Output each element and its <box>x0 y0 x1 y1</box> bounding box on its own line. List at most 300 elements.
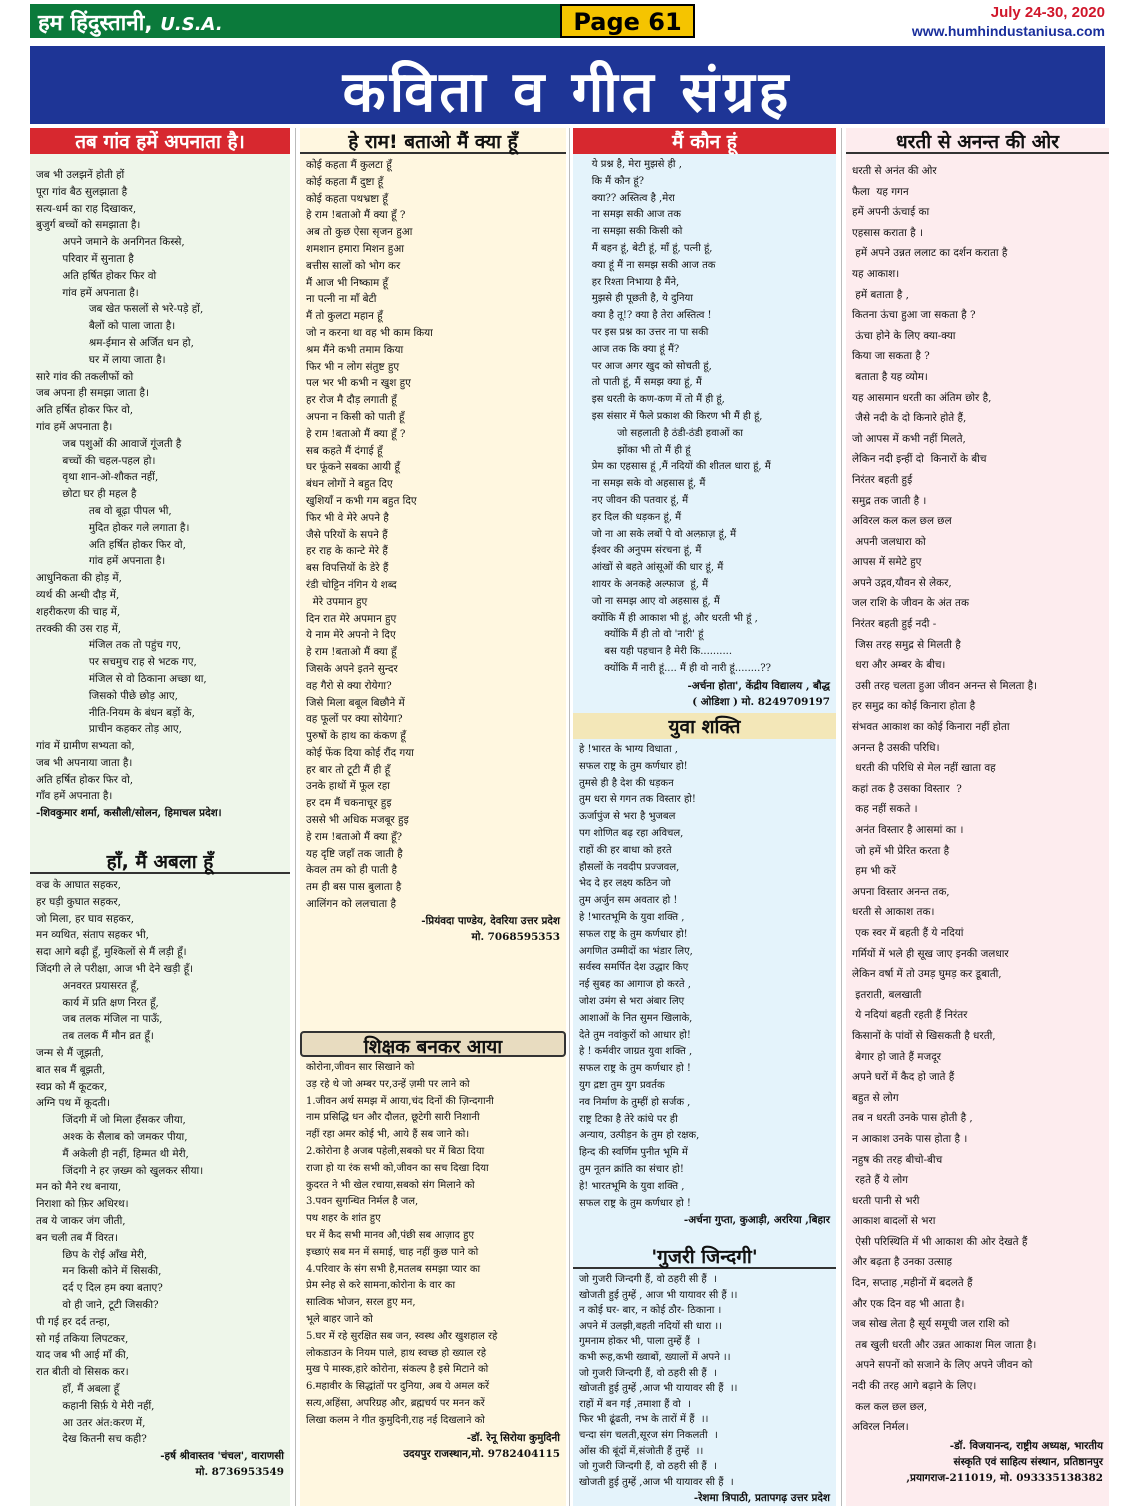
poem-title: तब गांव हमें अपनाता है। <box>30 128 290 154</box>
column-divider <box>841 128 842 1506</box>
poem-line: तब खुली धरती और उन्नत आकाश मिल जाता है। <box>852 1338 1037 1351</box>
poem-line: क्योंकि मैं ही तो वो 'नारी' हूं <box>579 629 704 641</box>
poem-line: 5.घर में रहे सुरक्षित सब जन, स्वस्थ और खुशहाल रहे <box>306 1330 498 1342</box>
poem-line: जो ना समझ आए वो अहसास हूं, मैं <box>579 595 720 607</box>
poem-line: तरक्की की उस राह में, <box>36 622 122 635</box>
poem-line: जो गुजरी जिन्दगी हैं, वो ठहरी सी हैं । <box>579 1461 717 1473</box>
poem-line: लिखा कलम ने गीत कुमुदिनी,राह नई दिखलाने को <box>306 1414 485 1426</box>
page-number-badge <box>560 4 695 38</box>
poem-line: इच्छाएं सब मन में समाई, चाह नहीं कुछ पाने को <box>306 1246 479 1258</box>
poem-line: जो मिला, हर घाव सहकर, <box>36 912 135 925</box>
poem-line: जल राशि के जीवन के अंत तक <box>852 597 969 610</box>
poem-line: मैं तो कुलटा महान हूँ <box>306 310 383 323</box>
poem-line: तब न धरती उनके पास होती है , <box>852 1112 973 1125</box>
poem-line: सर्वस्व समर्पित देश उद्धार किए <box>579 962 689 974</box>
poem-line: आंखों से बहते आंसूओं की धार हूं, मैं <box>579 562 724 574</box>
poem-title: धरती से अनन्त की ओर <box>846 128 1109 154</box>
poem-line: बन चली तब मैं विरत। <box>36 1231 118 1244</box>
poem-gujri-zindagi <box>573 1243 836 1506</box>
poem-line: प्रेम का एहसास हूं ,मैं नदियों की शीतल धारा हूं, मैं <box>579 461 771 473</box>
poem-line: सफल राष्ट्र के तुम कर्णधार हो! <box>579 928 688 940</box>
poem-line: ऊंचा होने के लिए क्या-क्या <box>852 329 956 342</box>
poem-line: निरंतर बहती हुई <box>852 473 913 486</box>
poem-line: राहों में बन गई ,तमाशा हैं वो । <box>579 1398 691 1410</box>
poem-line: जो गुजरी जिन्दगी हैं, वो ठहरी सी हैं । <box>579 1367 717 1379</box>
poem-line: जैसे नदी के दो किनारे होते हैं, <box>852 412 967 425</box>
poem-line: ना पत्नी ना माँ बेटी <box>306 293 377 306</box>
poem-line: किसानों के पांवों से खिसकती है धरती, <box>852 1029 996 1042</box>
poem-line: गांव हमें अपनाता है। <box>36 555 166 568</box>
poem-line: नव निर्माण के तुम्हीं हो सर्जक , <box>579 1096 691 1108</box>
poem-line: मन किसी कोने में सिसकी, <box>36 1265 162 1278</box>
column-1 <box>30 128 290 1506</box>
poem-line: घर में कैद सभी मानव औ,पंछी सब आज़ाद हुए <box>306 1229 474 1241</box>
poem-line: हमें अपने उन्नत ललाट का दर्शन कराता है <box>852 247 1008 260</box>
poem-line: इतराती, बलखाती <box>852 988 922 1001</box>
poem-line: ना समझा सकी किसी को <box>579 226 683 238</box>
poem-line: भेद दे हर लक्ष्य कठिन जो <box>579 878 671 890</box>
poem-line: जब भी अपनाया जाता है। <box>36 756 133 769</box>
poem-line: खुशियाँ न कभी गम बहुत दिए <box>306 494 417 507</box>
poem-tab-gaon <box>30 128 290 848</box>
poem-line: जो हमें भी प्रेरित करता है <box>852 844 950 857</box>
poem-line: आलिंगन को ललचाता है <box>306 898 397 911</box>
poem-line: गांव हमें अपनाता है। <box>36 420 113 433</box>
poem-line: हे राम !बताओ मैं क्या हूँ ? <box>306 427 406 440</box>
poem-line: श्रम-ईमान से अर्जित धन हो, <box>36 336 194 349</box>
poem-body <box>573 154 836 678</box>
poem-line: निरंतर बहती हुई नदी - <box>852 618 937 631</box>
poem-line: अति हर्षित होकर फिर वो <box>36 269 157 282</box>
poem-title: युवा शक्ति <box>573 713 836 739</box>
poem-line: अनवरत प्रयासरत हूँ, <box>36 979 140 992</box>
poem-line: प्राचीन कहकर तोड़ आए, <box>36 723 182 736</box>
poem-author: -डॉ. विजयानन्द, राष्ट्रीय अध्यक्ष, भारतीय संस्कृति एवं साहित्य संस्थान, प्रतिष्ठानपुर ,प्रयागराज-211019, मो. 093335138382 <box>906 1439 1103 1484</box>
poem-line: हमें बताता है , <box>852 288 909 301</box>
poem-body <box>300 1057 566 1430</box>
poem-line: मंजिल तक तो पहुंच गए, <box>36 639 182 652</box>
poem-line: न कोई घर- बार, न कोई ठौर- ठिकाना । <box>579 1305 722 1317</box>
poem-line: अति हर्षित होकर फिर वो, <box>36 773 134 786</box>
poem-line: कहानी सिर्फ़ ये मेरी नहीं, <box>36 1399 155 1412</box>
poem-line: हर घड़ी कुघात सहकर, <box>36 895 121 908</box>
issue-date: July 24-30, 2020 <box>990 4 1105 21</box>
poem-line: बत्तीस सालों को भोग कर <box>306 259 401 272</box>
poem-line: बुजुर्ग बच्चों को समझाता है। <box>36 219 141 232</box>
poem-body <box>573 1269 836 1490</box>
poem-line: स्वप्न को मैं कूटकर, <box>36 1080 108 1093</box>
poem-line: जो ना आ सके लबों पे वो अल्फ़ाज़ हूं, मैं <box>579 528 737 540</box>
poem-line: खोजती हुई तुम्हें ,आज भी यायावर सी हैं । <box>579 1476 734 1488</box>
poem-line: मुख पे मास्क,हारे कोरोना, संकल्प है इसे मिटाने को <box>306 1364 489 1376</box>
poem-line: आज तक कि क्या हूं मैं? <box>579 343 680 355</box>
poem-line: शमशान हमारा मिशन हुआ <box>306 242 404 255</box>
poem-line: जोश उमंग से भरा अंबार लिए <box>579 995 685 1007</box>
poem-main-kaun-hoon <box>573 128 836 713</box>
poem-line: झोंका भी तो मैं ही हूं <box>579 444 691 456</box>
poem-line: तब ये जाकर जंग जीती, <box>36 1214 126 1227</box>
poem-title: हे राम! बताओ मैं क्या हूँ <box>300 128 566 154</box>
poem-line: जो आपस में कभी नहीं मिलते, <box>852 432 966 445</box>
poem-line: कितना ऊंचा हुआ जा सकता है ? <box>852 309 976 322</box>
poem-title: 'गुजरी जिन्दगी' <box>573 1243 836 1269</box>
poem-line: यह दृष्टि जहाँ तक जाती है <box>306 847 403 860</box>
poem-haan-main-abla <box>30 848 290 1506</box>
poem-line: लेकिन वर्षा में तो उमड़ घुमड़ कर डूबाती, <box>852 968 1002 981</box>
website-link[interactable]: www.humhindustaniusa.com <box>911 23 1105 39</box>
poem-line: कभी रूह,कभी ख्वाबों, ख्यालों में अपने ।। <box>579 1351 731 1363</box>
poem-line: हे! भारतभूमि के युवा शक्ति , <box>579 1180 685 1192</box>
poem-line: सफल राष्ट्र के तुम कर्णधार हो ! <box>579 1063 691 1075</box>
poem-line: बैलों को पाला जाता है। <box>36 320 176 333</box>
poem-line: अपना न किसी को पाती हूँ <box>306 410 405 423</box>
poem-line: तो पाती हूं, मैं समझ क्या हूं, मैं <box>579 377 702 389</box>
poem-line: ये प्रश्न है, मेरा मुझसे ही , <box>579 159 682 170</box>
poem-line: हे ! कर्मवीर जाग्रत युवा शक्ति , <box>579 1046 693 1058</box>
poem-line: जो सहलाती है ठंडी-ठंडी हवाओं का <box>579 427 743 439</box>
poem-line: क्योंकि मैं नारी हूं.... मैं ही वो नारी हूं........?? <box>579 662 772 674</box>
poem-line: ना समझ सके वो अहसास हूं, मैं <box>579 478 706 490</box>
poem-line: ईश्वर की अनुपम संरचना हूं, मैं <box>579 545 702 557</box>
poem-line: जिसके अपने इतने सुन्दर <box>306 662 398 675</box>
poem-line: छिप के रोई आँख मेरी, <box>36 1248 148 1261</box>
poem-line: 4.परिवार के संग सभी है,मतलब समझा प्यार का <box>306 1263 481 1275</box>
poem-line: आपस में समेटे हुए <box>852 556 922 569</box>
poem-line: पुरुषों के हाथ का कंकण हूँ <box>306 730 406 743</box>
poem-line: तब वो बूढ़ा पीपल भी, <box>36 504 172 517</box>
poem-line: जब खेत फसलों से भरे-पड़े हों, <box>36 303 204 316</box>
poem-line: हे राम !बताओ मैं क्या हूँ? <box>306 830 403 843</box>
poem-line: हर समुद्र का कोई किनारा होता है <box>852 700 976 713</box>
poem-line: रंडी चोट्टिन नंगिन ये शब्द <box>306 578 397 591</box>
masthead-title <box>38 7 223 37</box>
poem-line: शहरीकरण की चाह में, <box>36 605 121 618</box>
poem-line: वह गैरो से क्या रोयेगा? <box>306 679 392 692</box>
poem-line: उससे भी अधिक मजबूर हुइ <box>306 814 409 827</box>
poem-line: युग द्रष्टा तुम युग प्रवर्तक <box>579 1079 665 1091</box>
poem-line: अनन्त है उसकी परिधि। <box>852 741 940 754</box>
poem-line: कोरोना,जीवन सार सिखाने को <box>306 1062 415 1073</box>
poem-line: जिसको पीछे छोड़ आए, <box>36 689 178 702</box>
page-header <box>0 0 1135 42</box>
poem-line: नहुष की तरह बीचो-बीच <box>852 1153 943 1166</box>
poem-line: हिन्द की स्वर्णिम पुनीत भूमि में <box>579 1147 688 1159</box>
poem-line: कार्य में प्रति क्षण निरत हूँ, <box>36 996 159 1009</box>
poem-line: हर दिल की धड़कन हूं, मैं <box>579 511 682 523</box>
poem-line: तुम अर्जुन सम अवतार हो ! <box>579 895 678 907</box>
poem-line: अपने जमाने के अनगिनत किस्से, <box>36 236 185 249</box>
poem-line: बात सब मैं बूझती, <box>36 1063 106 1076</box>
poem-line: पग शोणित बढ़ रहा अविचल, <box>579 827 684 839</box>
poem-line: सो गई तकिया लिपटकर, <box>36 1332 129 1345</box>
poem-line: एहसास कराता है । <box>852 226 923 239</box>
poem-line: हर बार तो टूटी मैं ही हूँ <box>306 763 391 776</box>
poem-line: 3.पवन सुगन्धित निर्मल है जल, <box>306 1196 419 1208</box>
poem-line: सब कहते मैं दंगाई हूँ <box>306 444 383 457</box>
poem-line: धरती से आकाश तक। <box>852 906 935 919</box>
poem-line: बस विपत्तियों के डेरे हैं <box>306 562 389 575</box>
poem-line: हाँ, मैं अबला हूँ <box>36 1382 120 1395</box>
poem-line: अपना विस्तार अनन्त तक, <box>852 885 950 898</box>
poem-line: वज्र के आघात सहकर, <box>36 879 121 891</box>
poem-line: हम भी करें <box>852 865 896 878</box>
poem-line: जो न करना था वह भी काम किया <box>306 326 433 339</box>
poem-body <box>300 154 566 913</box>
poem-line: दर्द ए दिल हम क्या बताए? <box>36 1282 163 1295</box>
poem-line: हे !भारतभूमि के युवा शक्ति , <box>579 911 685 923</box>
poem-line: प्रेम स्नेह से करे सामना,कोरोना के वार का <box>306 1280 456 1292</box>
poem-line: हर रिश्ता निभाया है मैंने, <box>579 276 680 288</box>
poem-line: उनके हाथों में फूल रहा <box>306 780 390 793</box>
poem-body <box>30 874 290 1448</box>
poem-line: जब अपना ही समझा जाता है। <box>36 387 149 400</box>
poem-line: सत्य,अहिंसा, अपरिग्रह और, ब्रह्मचर्य पर मनन करें <box>306 1397 485 1409</box>
poem-line: तम ही बस पास बुलाता है <box>306 881 402 894</box>
page-number: Page 61 <box>573 8 682 36</box>
poem-line: अविरल निर्मल। <box>852 1421 909 1434</box>
poem-line: कोई कहता मैं कुलटा हूँ <box>306 159 392 171</box>
poem-author: -अर्चना होता', केंद्रीय विद्यालय , बौद्ध ( ओडिशा ) मो. 8249709197 <box>687 679 830 708</box>
poem-line: नहीं रहा अमर कोई भी, आये हैं सब जाने को। <box>306 1129 470 1141</box>
poem-line: आशाओं के नित सुमन खिलाके, <box>579 1012 693 1024</box>
poem-line: बस यही पहचान है मेरी कि.......... <box>579 646 733 658</box>
poem-line: 2.कोरोना है अजब पहेली,सबको घर में बिठा दिया <box>306 1145 485 1157</box>
poem-line: गांव हमें अपनाता है। <box>36 286 139 299</box>
poem-line: मुदित होकर गले लगाता है। <box>36 521 190 534</box>
poem-line: लोकडाउन के नियम पाले, हाथ स्वच्छ हो ख्याल रहे <box>306 1347 487 1359</box>
poem-line: इस संसार में फैले प्रकाश की किरण भी मैं ही हूं, <box>579 410 763 422</box>
poem-line: आ उतर अंत:करण में, <box>36 1416 146 1429</box>
poem-line: फैला यह गगन <box>852 185 909 198</box>
poem-line: कल कल छल छल, <box>852 1400 928 1413</box>
column-2 <box>300 128 566 1506</box>
poem-author: -रेशमा त्रिपाठी, प्रतापगढ़ उत्तर प्रदेश <box>693 1492 830 1505</box>
poem-author: -शिवकुमार शर्मा, कसौली/सोलन, हिमाचल प्रदेश। <box>36 807 222 820</box>
poem-line: कहां तक है उसका विस्तार ? <box>852 782 962 795</box>
poem-line: इस धरती के कण-कण में तो मैं ही हूं, <box>579 394 725 406</box>
poem-line: रहते हैं ये लोग <box>852 1174 909 1187</box>
poem-line: ये नदियां बहती रहती हैं निरंतर <box>852 1009 968 1022</box>
poem-line: यह आकाश। <box>852 267 900 280</box>
poem-line: ऐसी परिस्थिति में भी आकाश की ओर देखते हैं <box>852 1235 1028 1248</box>
poem-line: अपने घरों में कैद हो जाते हैं <box>852 1071 955 1084</box>
poem-line: कोई कहता मैं दुष्टा हूँ <box>306 175 384 188</box>
poem-line: जिसे मिला बबूल बिछौने में <box>306 696 405 709</box>
poem-line: खोजती हुई तुम्हें ,आज भी यायावर सी हैं ।। <box>579 1383 738 1395</box>
masthead-name: हम हिंदुस्तानी, <box>38 11 153 36</box>
poem-line: नए जीवन की पतवार हूं, मैं <box>579 494 689 506</box>
poem-line: उड़ रहे थे जो अम्बर पर,उन्हें ज़मी पर लाने को <box>306 1078 470 1090</box>
masthead <box>30 4 560 38</box>
poem-line: कह नहीं सकते । <box>852 803 918 816</box>
poem-line: समुद्र तक जाती है । <box>852 494 927 507</box>
poem-line: धरती से अनंत की ओर <box>852 165 937 177</box>
column-divider <box>569 128 570 1506</box>
poem-line: वो ही जाने, टूटी जिसकी? <box>36 1298 159 1311</box>
poem-line: बेगार हो जाते हैं मजदूर <box>852 1050 941 1063</box>
masthead-usa: U.S.A. <box>160 14 223 35</box>
poem-line: परिवार में सुनाता है <box>36 252 134 265</box>
section-banner <box>30 46 1105 124</box>
column-divider <box>295 128 296 1506</box>
poem-line: गाँव हमें अपनाता है। <box>36 790 113 803</box>
poem-line: अश्क के सैलाब को जमकर पीया, <box>36 1130 188 1143</box>
poem-line: निराशा को फ़िर अधिरथ। <box>36 1198 129 1211</box>
poem-line: बंधन लोगों ने बहुत दिए <box>306 478 393 491</box>
poem-author: -अर्चना गुप्ता, कुआड़ी, अररिया ,बिहार <box>683 1214 830 1227</box>
poem-line: फिर भी ढूंढती, नभ के तारों में हैं ।। <box>579 1414 709 1426</box>
poem-line: पथ शहर के शांत हुए <box>306 1213 381 1225</box>
poem-line: केवल तम को ही पाती है <box>306 864 398 877</box>
poem-line: मैं अकेली ही नहीं, हिम्मत थी मेरी, <box>36 1147 189 1160</box>
poem-line: देते तुम नवांकुरों को आधार हो! <box>579 1029 691 1041</box>
poem-line: अति हर्षित होकर फिर वो, <box>36 404 134 417</box>
poem-line: देख कितनी सच कही? <box>36 1433 147 1446</box>
poem-line: चन्दा संग चलती,सूरज संग निकलती । <box>579 1429 718 1441</box>
poem-line: 1.जीवन अर्थ समझ में आया,चंद दिनों की ज़िन्दगानी <box>306 1095 494 1107</box>
poem-line: नई सुबह का आगाज हो करते , <box>579 979 691 991</box>
poem-line: जब सोख लेता है सूर्य समूची जल राशि को <box>852 1318 1010 1331</box>
poem-line: नदी की तरह आगे बढ़ाने के लिए। <box>852 1380 977 1393</box>
poem-line: क्या?? अस्तित्व है ,मेरा <box>579 192 675 204</box>
poem-line: धरती पानी से भरी <box>852 1194 920 1207</box>
poem-line: कोई कहता पथभ्रष्टा हूँ <box>306 192 388 205</box>
poem-line: एक स्वर में बहती हैं ये नदियां <box>852 926 964 939</box>
poem-line: मन व्यथित, संताप सहकर भी, <box>36 929 149 942</box>
poem-line: फिर भी न लोग संतुष्ट हुए <box>306 360 400 373</box>
poem-line: ये नाम मेरे अपनो ने दिए <box>306 629 396 642</box>
poem-line: ना समझ सकी आज तक <box>579 209 681 221</box>
poem-line: तब तलक मैं मौन व्रत हूँ। <box>36 1030 154 1043</box>
poem-line: पूरा गांव बैठ सुलझाता है <box>36 185 128 198</box>
poem-line: सात्विक भोजन, सरल हुए मन, <box>306 1297 416 1309</box>
poem-line: हर राह के कान्टे मेरे हैं <box>306 545 388 558</box>
poem-line: राहों की हर बाधा को हरते <box>579 844 672 856</box>
poem-line: पल भर भी कभी न खुश हुए <box>306 377 411 390</box>
poem-line: यह आसमान धरती का अंतिम छोर है, <box>852 391 992 404</box>
poem-line: अग्नि पथ में कूदती। <box>36 1097 111 1110</box>
poem-line: रात बीती वो सिसक कर। <box>36 1366 129 1379</box>
poem-line: पर सचमुच राह से भटक गए, <box>36 656 197 669</box>
poem-line: जिस तरह समुद्र से मिलती है <box>852 638 961 651</box>
poem-line: 6.महावीर के सिद्धांतों पर दुनिया, अब ये अमल करें <box>306 1381 490 1393</box>
poem-author: -हर्ष श्रीवास्तव 'चंचल', वाराणसी मो. 8736953549 <box>160 1450 284 1479</box>
poem-author: -प्रियंवदा पाण्डेय, देवरिया उत्तर प्रदेश मो. 7068595353 <box>421 914 560 943</box>
poem-title: मैं कौन हूं <box>573 128 836 154</box>
poem-line: जो गुजरी जिन्दगी हैं, वो ठहरी सी हैं । <box>579 1274 717 1285</box>
poem-line: तुमसे ही है देश की धड़कन <box>579 777 674 789</box>
poem-line: और एक दिन वह भी आता है। <box>852 1297 965 1310</box>
poem-line: बताता है यह व्योम। <box>852 370 928 383</box>
poem-line: मेरे उपमान हुए <box>306 595 368 608</box>
poem-line: अनंत विस्तार है आसमां का । <box>852 824 964 836</box>
poem-line: अपने में उलझी,बहती नदियों सी धारा ।। <box>579 1320 723 1332</box>
poem-line: तुम धरा से गगन तक विस्तार हो! <box>579 794 696 806</box>
poem-line: क्या है तू!? क्या है तेरा अस्तित्व ! <box>579 310 712 322</box>
poem-line: नाम प्रसिद्धि धन और दौलत, छूटेगी सारी निशानी <box>306 1112 480 1124</box>
poem-line: बहुत से लोग <box>852 1091 899 1104</box>
poem-line: दिन, सप्ताह ,महीनों में बदलते हैं <box>852 1277 973 1290</box>
poem-line: संभवत आकाश का कोई किनारा नहीं होता <box>852 721 1010 734</box>
poem-line: वह फूलों पर क्या सोयेगा? <box>306 713 403 726</box>
poem-line: मुझसे ही पूछती है, ये दुनिया <box>579 293 693 305</box>
poem-line: मंजिल से वो ठिकाना अच्छा था, <box>36 672 207 685</box>
poem-line: उसी तरह चलता हुआ जीवन अनन्त से मिलता है। <box>852 679 1038 692</box>
poem-line: जब भी उलझनें होती हों <box>36 169 125 181</box>
poem-line: सत्य-धर्म का राह दिखाकर, <box>36 202 137 215</box>
poem-line: हर रोज मै दौड़ लगाती हूँ <box>306 394 397 407</box>
poem-line: अगणित उम्मीदों का भंडार लिए, <box>579 945 693 957</box>
poem-line: श्रम मैंने कभी तमाम किया <box>306 343 404 356</box>
poem-line: जैसे परियों के सपने हैं <box>306 528 388 541</box>
poem-line: कि मैं कौन हूं? <box>579 175 644 187</box>
poem-he-ram <box>300 128 566 1031</box>
poem-line: कोई फेंक दिया कोई रौंद गया <box>306 746 415 759</box>
poem-line: छोटा घर ही महल है <box>36 488 137 501</box>
poem-line: अब तो कुछ ऐसा सृजन हुआ <box>306 226 413 239</box>
poem-author: -डॉ. रेनू सिरोया कुमुदिनी उदयपुर राजस्थान,मो. 9782404115 <box>403 1431 560 1460</box>
poem-line: ओंस की बूंदों में,संजोती हैं तुम्हें ।। <box>579 1445 704 1457</box>
poem-line: तुम नूतन क्रांति का संचार हो! <box>579 1163 684 1175</box>
poem-line: शायर के अनकहे अल्फाज हूं, मैं <box>579 578 709 590</box>
poem-line: हौसलों के नवदीप प्रज्जवल, <box>579 861 680 873</box>
poem-line: मन को मैने रथ बनाया, <box>36 1181 122 1194</box>
poem-line: खोजती हुई तुम्हें , आज भी यायावर सी हैं ।। <box>579 1289 738 1301</box>
column-4 <box>846 128 1109 1506</box>
poem-line: हे !भारत के भाग्य विधाता , <box>579 744 678 755</box>
poem-yuva-shakti <box>573 713 836 1243</box>
poem-line: धरा और अम्बर के बीच। <box>852 659 946 672</box>
poem-line: लेकिन नदी इन्हीं दो किनारों के बीच <box>852 453 987 466</box>
poem-title: शिक्षक बनकर आया <box>300 1031 566 1057</box>
column-3 <box>573 128 836 1506</box>
poem-line: अपने सपनों को सजाने के लिए अपने जीवन को <box>852 1359 1033 1372</box>
poem-line: राजा हो या रंक सभी को,जीवन का सच दिखा दिया <box>306 1162 489 1174</box>
poem-body <box>573 739 836 1212</box>
poem-line: सफल राष्ट्र के तुम कर्णधार हो ! <box>579 1197 691 1209</box>
poem-line: जिंदगी ले ले परीक्षा, आज भी देने खड़ी हूँ। <box>36 962 194 975</box>
poem-line: सफल राष्ट्र के तुम कर्णधार हो! <box>579 760 688 772</box>
poem-line: मैं आज भी निष्काम हूँ <box>306 276 389 289</box>
banner-title: कविता व गीत संग्रह <box>342 60 793 125</box>
poem-line: पर इस प्रश्न का उत्तर ना पा सकी <box>579 326 709 338</box>
poem-title: हाँ, मैं अबला हूँ <box>30 848 290 874</box>
poem-line: क्या हूं मैं ना समझ सकी आज तक <box>579 259 716 271</box>
poem-line: हे राम !बताओ मैं क्या हूँ ? <box>306 209 406 222</box>
poem-dharti-se-anant <box>846 128 1109 1506</box>
poem-line: और बढ़ता है उनका उत्साह <box>852 1256 953 1269</box>
poem-line: अपने उद्गव,यौवन से लेकर, <box>852 576 952 589</box>
poem-line: गर्मियों में भले ही सूख जाए इनकी जलधार <box>852 947 1009 960</box>
poem-line: क्योंकि मैं ही आकाश भी हूं, और धरती भी हूं , <box>579 612 758 624</box>
poem-line: धरती की परिधि से मेल नहीं खाता वह <box>852 762 996 775</box>
poem-line: घर में लाया जाता है। <box>36 353 166 366</box>
poem-line: याद जब भी आई माँ की, <box>36 1349 129 1362</box>
poem-line: मैं बहन हूं, बेटी हूं, माँ हूं, पत्नी हूं, <box>579 242 713 254</box>
poem-line: व्यर्थ की अन्धी दौड़ में, <box>36 588 120 601</box>
poem-line: अपनी जलधारा को <box>852 535 926 548</box>
poem-line: नीति-नियम के बंधन बड़ों के, <box>36 706 195 719</box>
poem-line: ऊर्जापुंज से भरा है भुजबल <box>579 811 676 823</box>
poem-line: फिर भी वे मेरे अपने है <box>306 511 389 524</box>
poem-line: जिंदगी ने हर ज़ख्म को खुलकर सीया। <box>36 1164 204 1177</box>
poem-line: हमें अपनी ऊंचाई का <box>852 206 930 219</box>
poem-line: सदा आगे बढ़ी हूँ, मुश्किलों से मैं लड़ी हूँ। <box>36 946 187 959</box>
poem-line: जन्म से मैं जूझती, <box>36 1046 104 1059</box>
poem-line: हर दम मैं चकनाचूर हुइ <box>306 797 392 810</box>
poem-line: वृथा शान-ओ-शौकत नहीं, <box>36 471 159 484</box>
poem-line: जब पशुओं की आवाजें गूंजती है <box>36 437 182 450</box>
